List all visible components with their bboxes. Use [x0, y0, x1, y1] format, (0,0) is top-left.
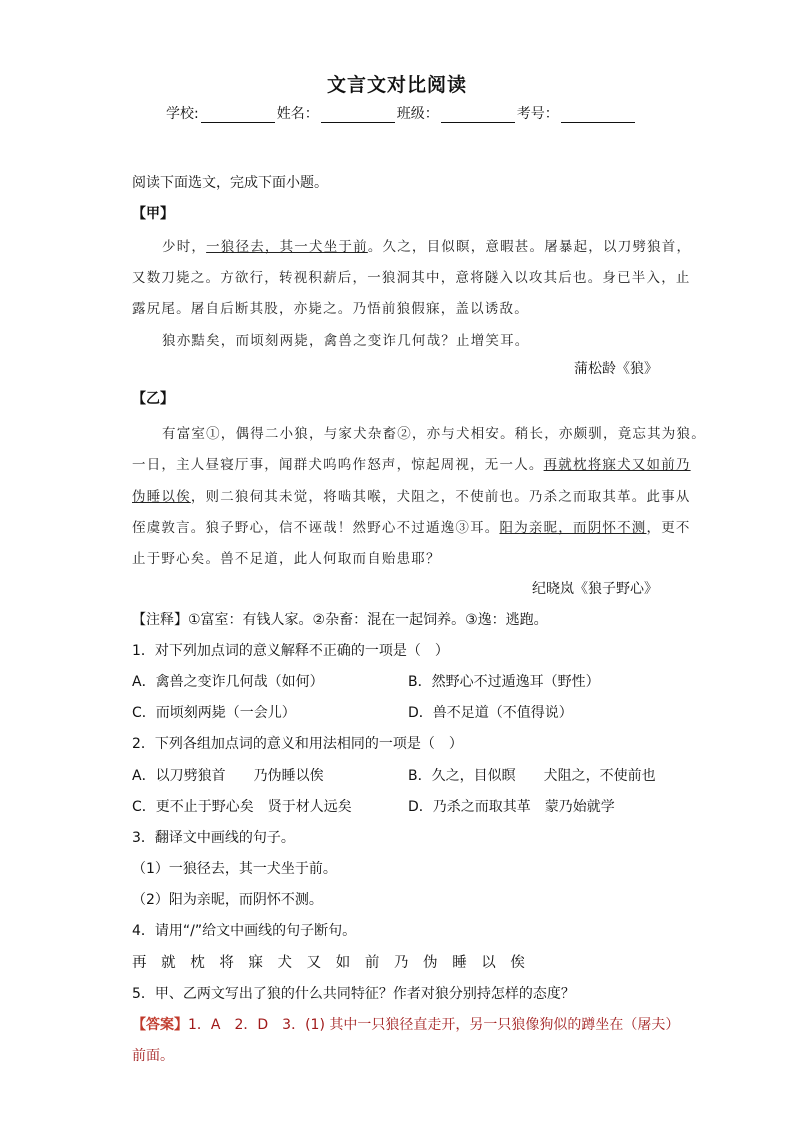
class-label: 班级：: [396, 106, 439, 122]
school-label: 学校:: [166, 106, 199, 122]
passage-jia-tag: 【甲】: [132, 206, 174, 222]
question-3-sentence-1: （1）一狼径去，其一犬坐于前。: [132, 861, 337, 877]
student-info-line: [166, 103, 637, 123]
exam-no-blank[interactable]: [561, 108, 635, 123]
question-1-option-d[interactable]: D．兽不足道（不值得说）: [408, 705, 573, 721]
question-3-sentence-2: （2）阳为亲昵，而阴怀不测。: [132, 892, 323, 908]
name-label: 姓名：: [276, 106, 319, 122]
question-4-stem: 4．请用“/”给文中画线的句子断句。: [132, 923, 357, 939]
question-1-stem: 1．对下列加点词的意义解释不正确的一项是（ ）: [132, 643, 449, 659]
question-2-option-d[interactable]: D．乃杀之而取其革 蒙乃始就学: [408, 799, 615, 815]
intro-text: 阅读下面选文，完成下面小题。: [132, 175, 328, 191]
question-3-stem: 3．翻译文中画线的句子。: [132, 830, 295, 846]
passage-yi-line-3: [132, 485, 691, 505]
name-blank[interactable]: [321, 108, 395, 123]
yi-l4-pre: 侄虞敦言。狼子野心，信不诬哉！然野心不过遁逸③耳。: [132, 520, 500, 536]
passage-jia-line-1: [162, 235, 702, 255]
question-5-stem: 5．甲、乙两文写出了狼的什么共同特征？作者对狼分别持怎样的态度？: [132, 986, 575, 1002]
answer-line-2: 前面。: [132, 1048, 174, 1064]
passage-yi-line-5: 止于野心矣。兽不足道，此人何取而自贻患耶？: [132, 551, 441, 567]
passage-jia-line-4: 狼亦黠矣，而顷刻两毙，禽兽之变诈几何哉？止增笑耳。: [162, 333, 530, 349]
yi-underlined-sentence-a-end: 伪睡以俟: [132, 489, 191, 505]
passage-yi-line-4: [132, 516, 691, 536]
yi-l4-post: ，更不: [646, 520, 691, 536]
question-1-option-b[interactable]: B．然野心不过遁逸耳（野性）: [408, 674, 600, 690]
passage-yi-line-2: [132, 453, 691, 473]
question-2-stem: 2．下列各组加点词的意义和用法相同的一项是（ ）: [132, 736, 463, 752]
passage-jia-line-3: 露尻尾。屠自后断其股，亦毙之。乃悟前狼假寐，盖以诱敌。: [132, 301, 529, 317]
passage-yi-tag: 【乙】: [132, 391, 174, 407]
yi-l2-pre: 一日，主人昼寝厅事，闻群犬呜呜作怒声，惊起周视，无一人。: [132, 457, 544, 473]
answer-text-1: 1．A 2．D 3．(1) 其中一只狼径直走开，另一只狼像狗似的蹲坐在（屠夫）: [188, 1017, 680, 1033]
passage-jia-source: 蒲松龄《狼》: [574, 361, 658, 377]
class-blank[interactable]: [441, 108, 515, 123]
jia-l1-post: 。久之，目似瞑，意暇甚。屠暴起，以刀劈狼首，: [367, 239, 692, 255]
jia-l1-pre: 少时，: [162, 239, 207, 255]
answer-line-1: [132, 1014, 679, 1034]
yi-l3-post: ，则二狼伺其未觉，将啮其喉，犬阻之，不使前也。乃杀之而取其革。此事从: [190, 489, 691, 505]
notes: 【注释】①富室：有钱人家。②杂畜：混在一起饲养。③逸：逃跑。: [132, 612, 548, 628]
question-2-option-b[interactable]: B．久之，目似瞑 犬阻之，不使前也: [408, 768, 656, 784]
yi-underlined-sentence-b: 阳为亲昵，而阴怀不测: [499, 520, 647, 536]
yi-underlined-sentence-a: 再就枕将寐犬又如前乃: [543, 457, 691, 473]
jia-underlined-sentence: 一狼径去，其一犬坐于前: [206, 239, 368, 255]
exam-no-label: 考号：: [516, 106, 559, 122]
passage-yi-source: 纪晓岚《狼子野心》: [532, 581, 658, 597]
passage-jia-line-2: 又数刀毙之。方欲行，转视积薪后，一狼洞其中，意将隧入以攻其后也。身已半入，止: [132, 270, 691, 286]
page-title: 文言文对比阅读: [326, 74, 467, 96]
question-2-option-c[interactable]: C．更不止于野心矣 贤于材人远矣: [132, 799, 352, 815]
question-1-option-a[interactable]: A．禽兽之变诈几何哉（如何）: [132, 674, 324, 690]
answer-tag: 【答案】: [132, 1017, 188, 1033]
question-1-option-c[interactable]: C．而顷刻两毙（一会儿）: [132, 705, 296, 721]
question-2-option-a[interactable]: A．以刀劈狼首 乃伪睡以俟: [132, 768, 324, 784]
passage-yi-line-1: 有富室①，偶得二小狼，与家犬杂畜②，亦与犬相安。稍长，亦颇驯，竟忘其为狼。: [162, 426, 706, 442]
question-4-text: 再 就 枕 将 寐 犬 又 如 前 乃 伪 睡 以 俟: [132, 955, 525, 971]
school-blank[interactable]: [201, 108, 275, 123]
